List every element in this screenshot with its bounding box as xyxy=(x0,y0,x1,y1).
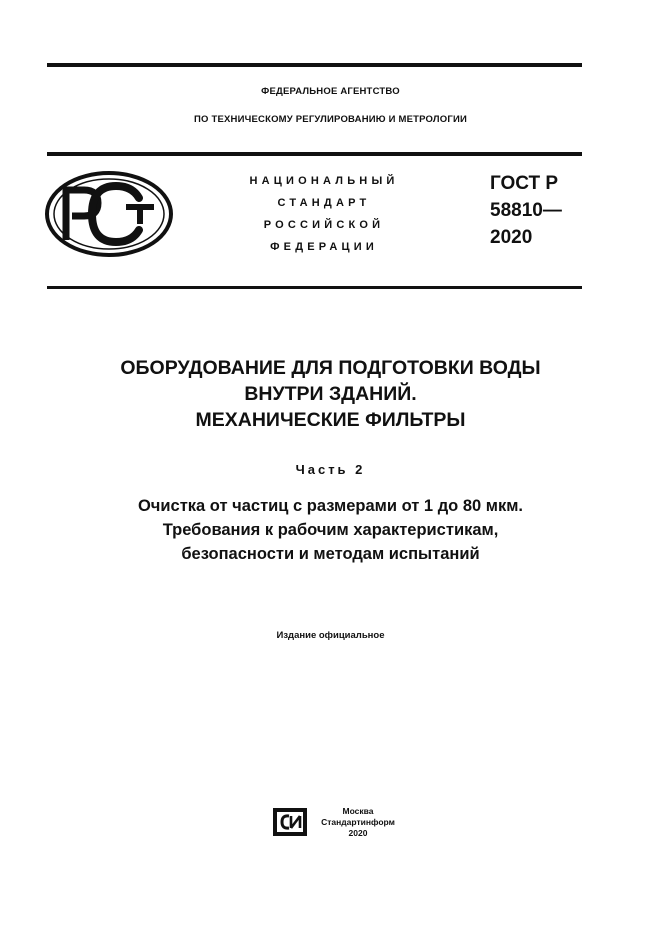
subtitle-line-2: Требования к рабочим характеристикам, xyxy=(162,521,499,539)
edition-label: Издание официальное xyxy=(276,630,385,641)
title-line-3: МЕХАНИЧЕСКИЕ ФИЛЬТРЫ xyxy=(195,409,466,431)
subtitle-line-1: Очистка от частиц с размерами от 1 до 80 мкм. xyxy=(137,497,524,515)
title-line-1: ОБОРУДОВАНИЕ ДЛЯ ПОДГОТОВКИ ВОДЫ xyxy=(120,357,541,379)
rst-certification-mark-icon xyxy=(44,170,174,258)
standard-type xyxy=(214,170,434,258)
designation-line-1: ГОСТ Р xyxy=(490,173,559,194)
top-rule xyxy=(47,63,582,67)
publisher-name: Стандартинформ xyxy=(321,817,395,827)
subtitle-line-3: безопасности и методам испытаний xyxy=(181,545,480,563)
standard-designation xyxy=(490,170,562,251)
publisher-city: Москва xyxy=(342,806,374,816)
publisher-year: 2020 xyxy=(348,828,368,838)
part-number: Часть 2 xyxy=(295,462,366,477)
document-title xyxy=(0,355,661,433)
standard-type-line-4: ФЕДЕРАЦИИ xyxy=(270,241,378,253)
agency-line-2: ПО ТЕХНИЧЕСКОМУ РЕГУЛИРОВАНИЮ И МЕТРОЛОГИИ xyxy=(194,114,467,125)
designation-rule xyxy=(47,286,582,289)
publisher-info xyxy=(318,806,398,839)
designation-line-3: 2020 xyxy=(490,227,533,248)
standard-type-line-2: СТАНДАРТ xyxy=(277,197,371,209)
document-subtitle xyxy=(0,494,661,566)
agency-line-1: ФЕДЕРАЛЬНОЕ АГЕНТСТВО xyxy=(261,86,400,97)
designation-line-2: 58810— xyxy=(490,200,562,221)
standartinform-logo-icon xyxy=(272,807,308,837)
standard-type-line-1: НАЦИОНАЛЬНЫЙ xyxy=(249,175,399,187)
title-line-2: ВНУТРИ ЗДАНИЙ. xyxy=(244,383,417,405)
standard-type-line-3: РОССИЙСКОЙ xyxy=(263,219,385,231)
header-rule xyxy=(47,152,582,156)
